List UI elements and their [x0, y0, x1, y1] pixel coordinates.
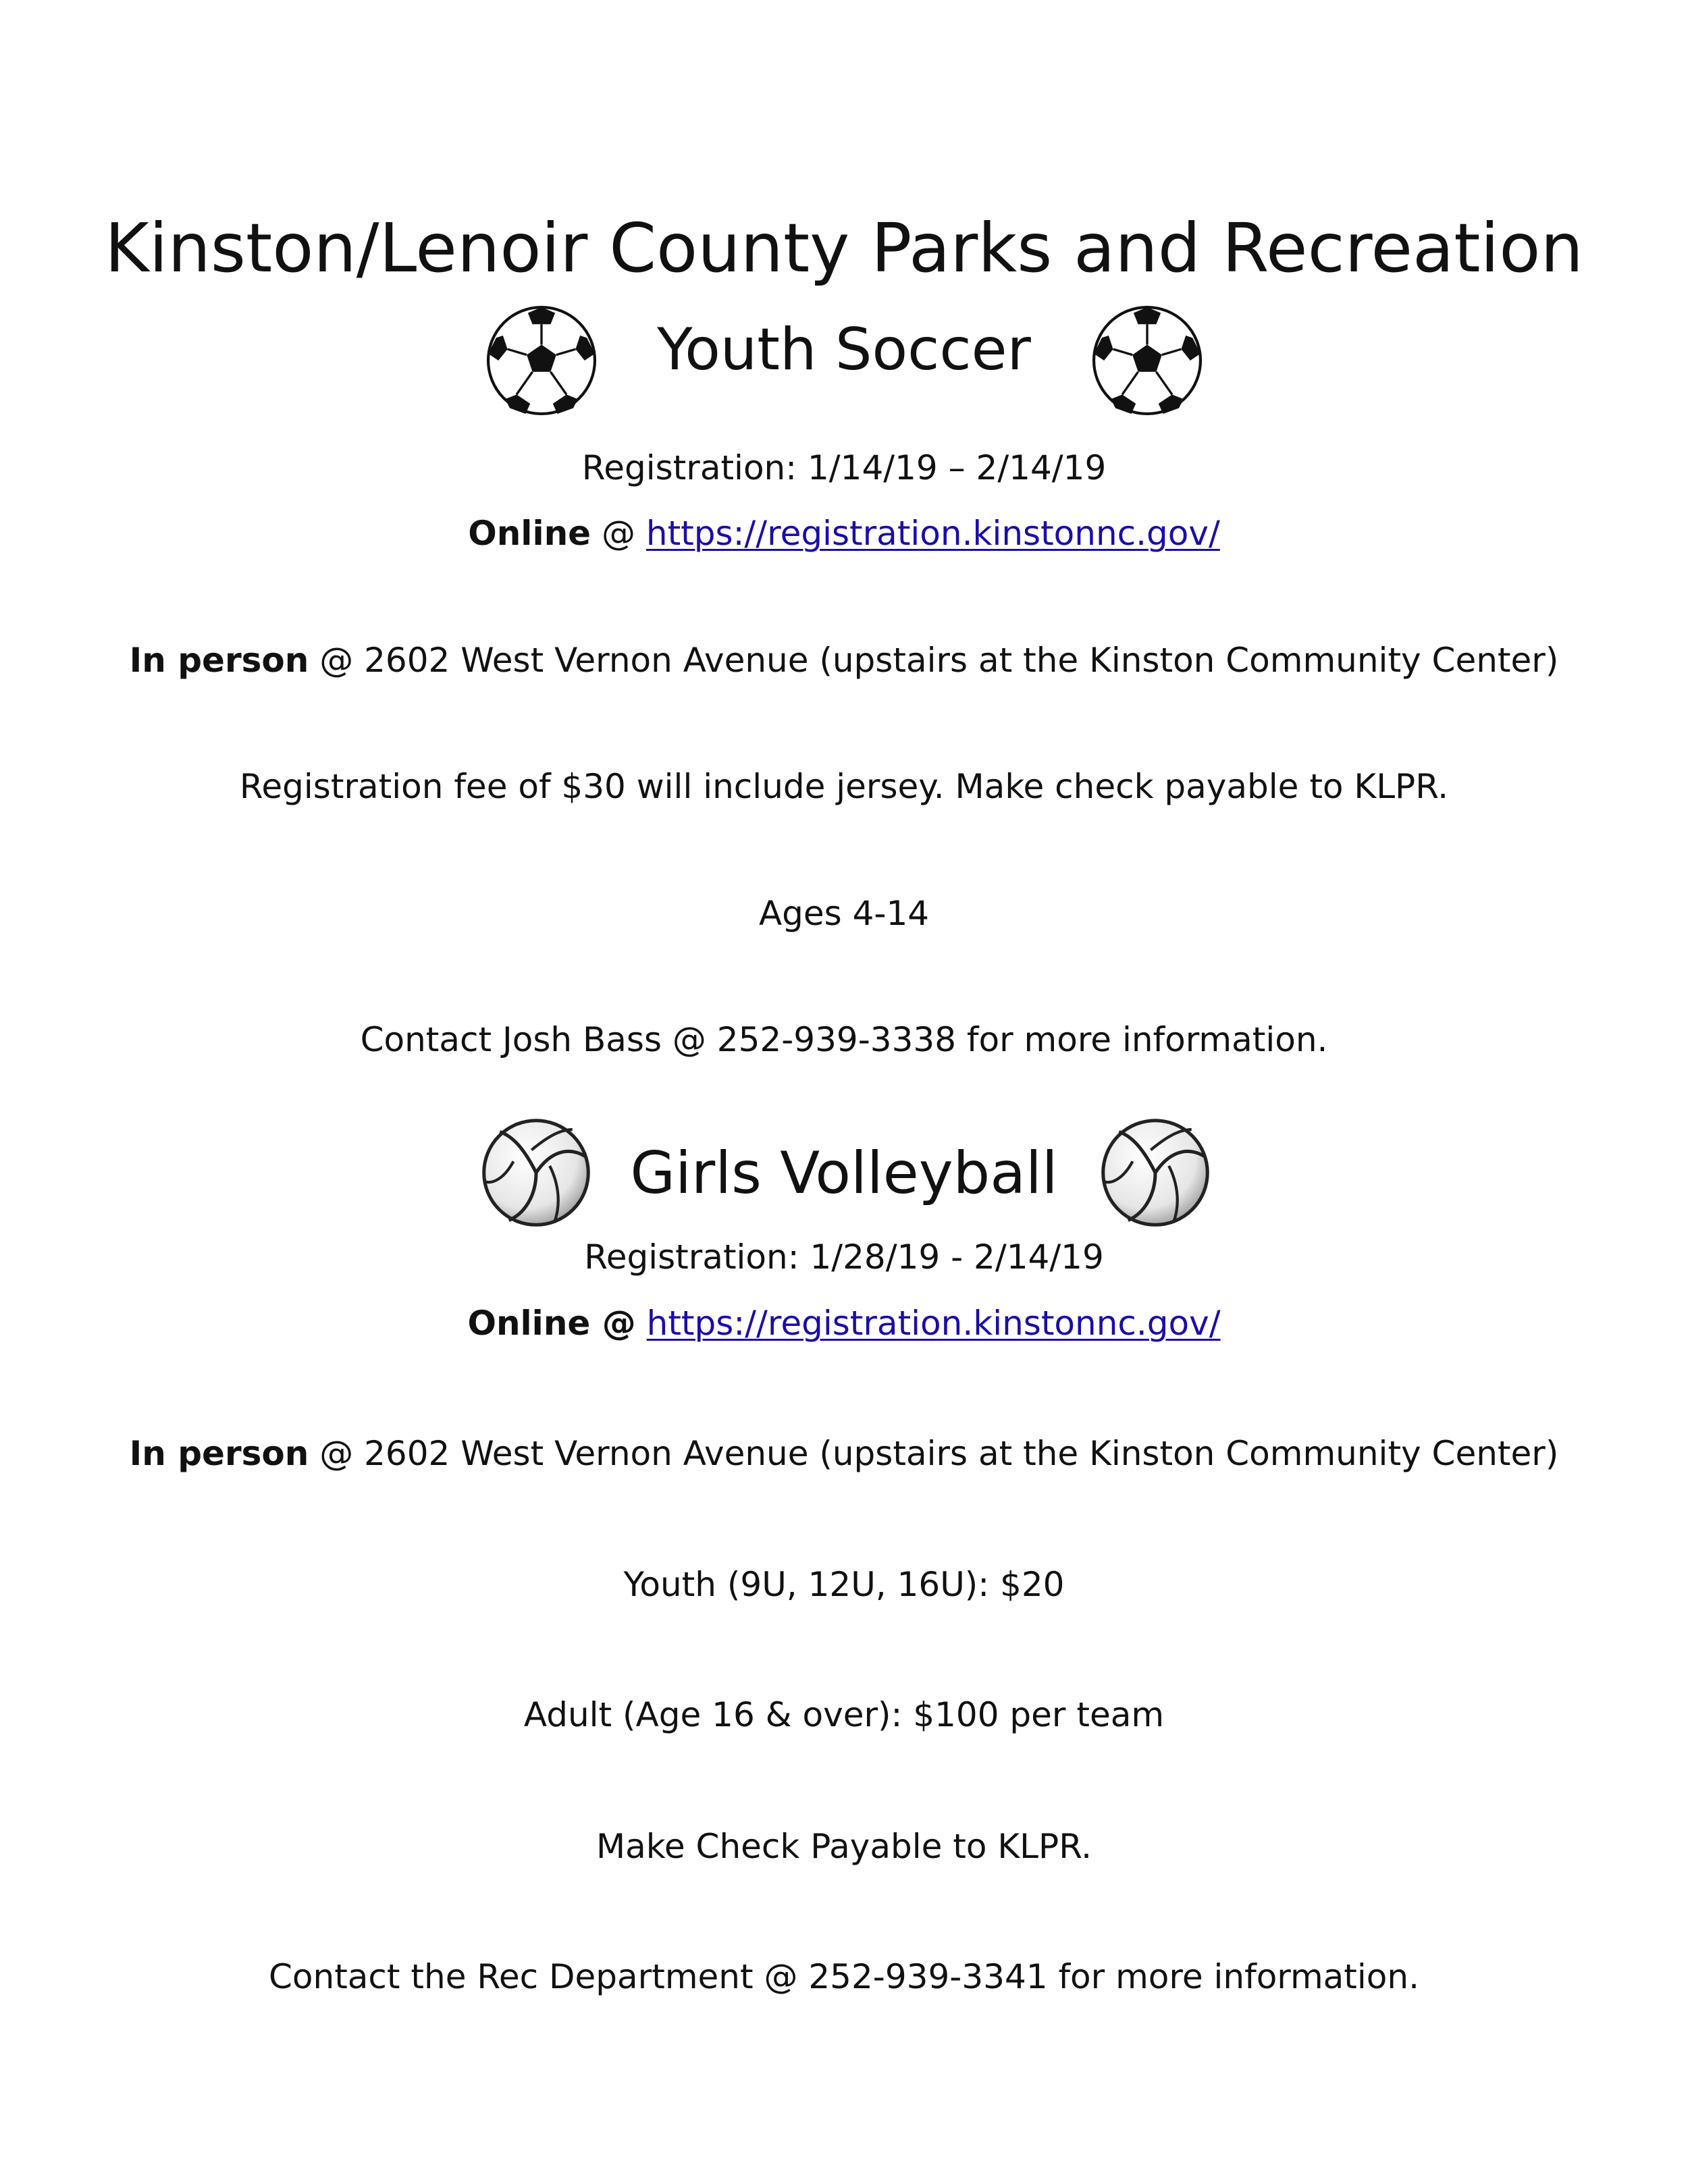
volleyball-online-line: [0, 1304, 1688, 1343]
volleyball-icon: [1099, 1116, 1212, 1229]
soccer-registration-dates: Registration: 1/14/19 – 2/14/19: [581, 448, 1107, 487]
volleyball-registration-dates: Registration: 1/28/19 - 2/14/19: [584, 1237, 1104, 1277]
volleyball-in-person-line: [0, 1434, 1688, 1473]
soccer-online-label: Online: [468, 514, 591, 553]
volleyball-youth-fee: Youth (9U, 12U, 16U): $20: [623, 1565, 1065, 1604]
soccer-online-line: [0, 514, 1688, 553]
page-title: Kinston/Lenoir County Parks and Recreation: [105, 209, 1583, 288]
soccer-registration-link[interactable]: https://registration.kinstonnc.gov/: [645, 514, 1220, 553]
volleyball-adult-fee: Adult (Age 16 & over): $100 per team: [523, 1695, 1165, 1734]
soccer-in-person-line: [0, 641, 1688, 680]
soccer-fee: Registration fee of $30 will include jersey. Make check payable to KLPR.: [239, 767, 1449, 806]
soccer-heading: Youth Soccer: [657, 316, 1031, 383]
volleyball-registration-link[interactable]: https://registration.kinstonnc.gov/: [646, 1304, 1221, 1343]
volleyball-online-label: Online @: [467, 1304, 636, 1343]
soccer-online-sep: @: [591, 514, 646, 553]
volleyball-in-person-address: @ 2602 West Vernon Avenue (upstairs at the Kinston Community Center): [309, 1434, 1559, 1473]
volleyball-contact: Contact the Rec Department @ 252-939-3341 for more information.: [269, 1957, 1419, 1996]
soccer-ages: Ages 4-14: [758, 894, 930, 933]
volleyball-payable: Make Check Payable to KLPR.: [596, 1827, 1092, 1866]
volleyball-heading: Girls Volleyball: [630, 1140, 1058, 1207]
volleyball-online-sep: [636, 1304, 647, 1343]
soccer-ball-icon: [1090, 304, 1204, 417]
soccer-in-person-address: @ 2602 West Vernon Avenue (upstairs at the Kinston Community Center): [309, 641, 1559, 680]
soccer-in-person-label: In person: [129, 641, 309, 680]
soccer-contact: Contact Josh Bass @ 252-939-3338 for more information.: [360, 1020, 1328, 1059]
volleyball-in-person-label: In person: [129, 1434, 309, 1473]
